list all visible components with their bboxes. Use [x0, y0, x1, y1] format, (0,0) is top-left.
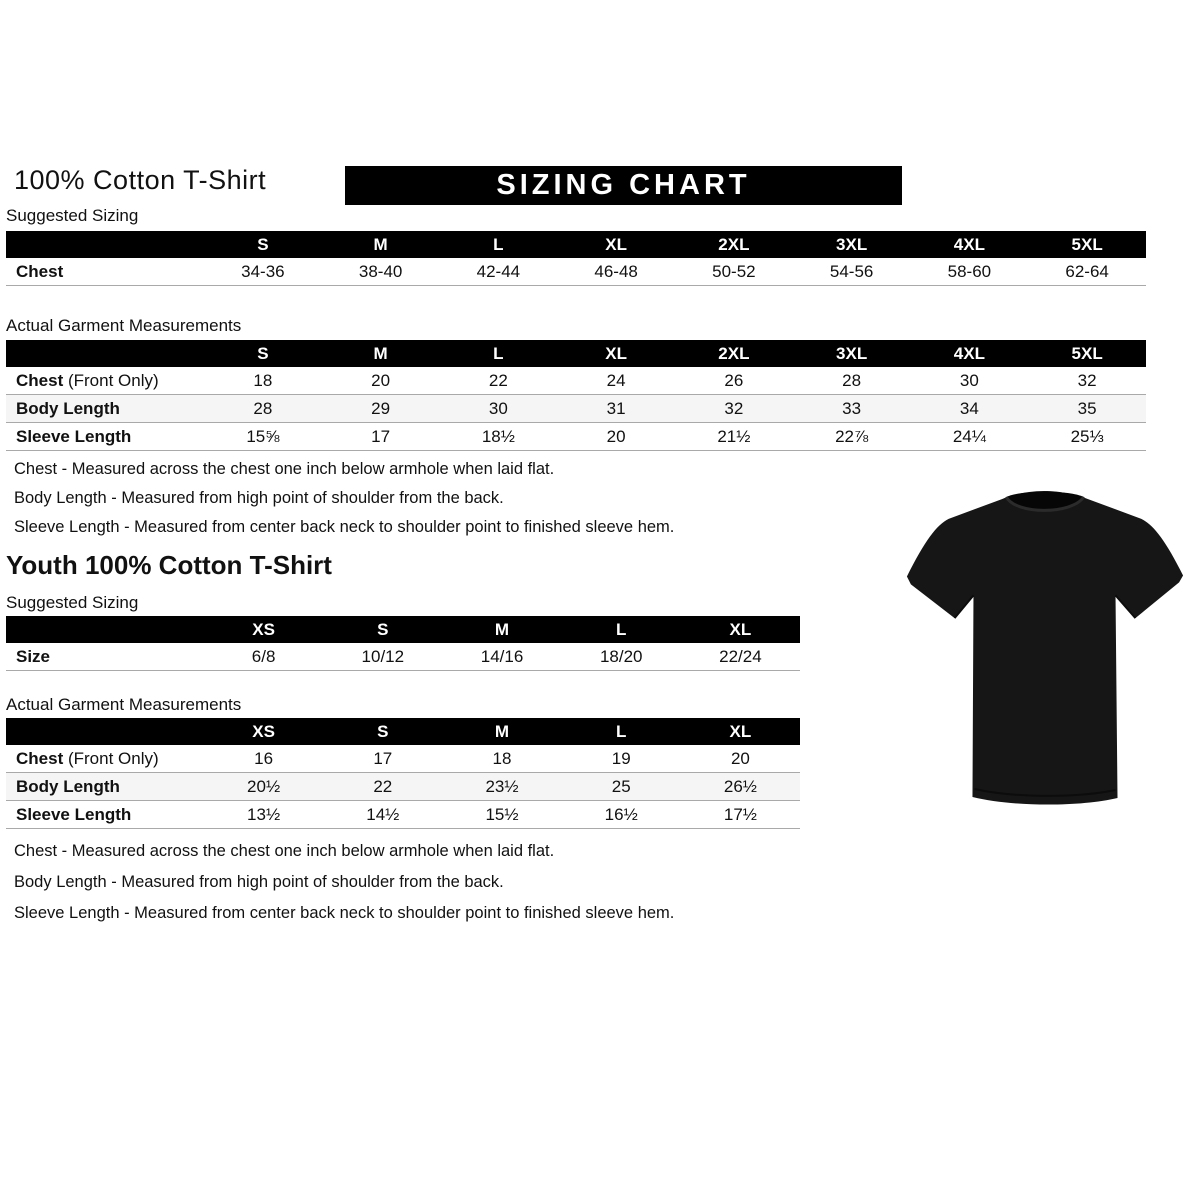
size-header: XS — [252, 619, 275, 639]
adult-measurement-notes — [14, 460, 674, 547]
table-cell: 14½ — [366, 804, 400, 824]
table-cell: 62-64 — [1065, 261, 1109, 281]
adult-actual-measurements-label: Actual Garment Measurements — [6, 316, 242, 335]
table-cell: 29 — [371, 398, 391, 418]
note-body-length: Body Length - Measured from high point of shoulder from the back. — [14, 489, 504, 507]
table-header-row — [6, 616, 800, 643]
table-cell: 25⅓ — [1070, 426, 1104, 446]
row-label — [6, 749, 204, 769]
size-header: 4XL — [953, 343, 985, 363]
size-header: L — [493, 343, 504, 363]
youth-suggested-sizing-label: Suggested Sizing — [6, 593, 139, 612]
row-label: Chest — [16, 261, 64, 281]
note-body-length: Body Length - Measured from high point of shoulder from the back. — [14, 873, 504, 891]
size-header: L — [616, 721, 627, 741]
table-row — [6, 643, 800, 671]
table-header-row — [6, 718, 800, 745]
table-cell: 23½ — [485, 776, 519, 796]
table-row — [6, 745, 800, 773]
table-cell: 25 — [611, 776, 631, 796]
table-cell: 22⅞ — [835, 426, 869, 446]
table-cell: 18½ — [481, 426, 515, 446]
table-cell: 34 — [959, 398, 979, 418]
size-header: XL — [729, 721, 752, 741]
table-cell: 24¼ — [952, 426, 986, 446]
row-label — [6, 371, 204, 391]
table-cell: 32 — [1077, 370, 1097, 390]
table-cell: 31 — [606, 398, 626, 418]
row-label-main: Chest — [16, 748, 64, 768]
note-chest: Chest - Measured across the chest one inch below armhole when laid flat. — [14, 842, 555, 860]
table-cell: 42-44 — [476, 261, 521, 281]
table-cell: 26 — [724, 370, 744, 390]
table-cell: 28 — [842, 370, 862, 390]
table-cell: 17 — [373, 748, 393, 768]
table-cell: 35 — [1077, 398, 1097, 418]
table-cell: 10/12 — [361, 646, 405, 666]
table-cell: 17 — [371, 426, 391, 446]
table-cell: 28 — [253, 398, 273, 418]
table-cell: 20 — [371, 370, 391, 390]
table-cell: 13½ — [247, 804, 281, 824]
table-cell: 15½ — [485, 804, 519, 824]
table-cell: 50-52 — [712, 261, 756, 281]
table-row — [6, 367, 1146, 395]
table-cell: 15⅝ — [246, 426, 280, 446]
page-title: 100% Cotton T-Shirt — [14, 165, 267, 195]
size-header: 2XL — [718, 343, 750, 363]
table-cell: 32 — [724, 398, 744, 418]
size-header: M — [373, 343, 388, 363]
table-header-row — [6, 231, 1146, 258]
table-cell: 22/24 — [719, 646, 762, 666]
youth-actual-measurements-label: Actual Garment Measurements — [6, 695, 242, 714]
row-label: Sleeve Length — [16, 426, 132, 446]
table-cell: 17½ — [723, 804, 757, 824]
table-row — [6, 395, 1146, 423]
youth-actual-measurements-table — [6, 718, 800, 829]
adult-actual-measurements-table — [6, 340, 1146, 451]
size-header: 5XL — [1071, 234, 1103, 254]
table-row — [6, 423, 1146, 451]
table-cell: 46-48 — [594, 261, 638, 281]
table-row — [6, 801, 800, 829]
table-cell: 20 — [606, 426, 626, 446]
table-cell: 22 — [488, 370, 508, 390]
table-cell: 16 — [254, 748, 274, 768]
youth-section-title: Youth 100% Cotton T-Shirt — [6, 550, 332, 580]
size-header: S — [257, 343, 269, 363]
youth-suggested-sizing-table — [6, 616, 800, 671]
size-header: XL — [605, 343, 627, 363]
size-header: S — [257, 234, 269, 254]
row-label: Size — [16, 646, 51, 666]
table-cell: 54-56 — [829, 261, 874, 281]
table-cell: 30 — [959, 370, 979, 390]
row-label-suffix: (Front Only) — [63, 748, 159, 768]
table-cell: 18 — [253, 370, 273, 390]
table-cell: 33 — [842, 398, 862, 418]
note-sleeve-length: Sleeve Length - Measured from center back neck to shoulder point to finished sleeve hem. — [14, 518, 675, 536]
table-cell: 26½ — [723, 776, 757, 796]
table-cell: 22 — [373, 776, 393, 796]
size-header: M — [494, 619, 510, 639]
size-header: M — [373, 234, 388, 254]
table-cell: 58-60 — [947, 261, 992, 281]
size-header: M — [494, 721, 510, 741]
note-chest: Chest - Measured across the chest one inch below armhole when laid flat. — [14, 460, 555, 478]
size-header: XS — [252, 721, 275, 741]
table-row — [6, 258, 1146, 286]
note-sleeve-length: Sleeve Length - Measured from center back neck to shoulder point to finished sleeve hem. — [14, 904, 675, 922]
table-cell: 21½ — [717, 426, 751, 446]
row-label: Body Length — [16, 776, 120, 796]
table-cell: 20½ — [247, 776, 281, 796]
adult-suggested-sizing-label: Suggested Sizing — [6, 206, 139, 225]
size-header: 5XL — [1071, 343, 1103, 363]
table-cell: 18/20 — [599, 646, 643, 666]
sizing-chart-banner — [345, 166, 902, 205]
row-label: Sleeve Length — [16, 804, 132, 824]
table-cell: 20 — [730, 748, 750, 768]
row-label-suffix: (Front Only) — [63, 370, 159, 390]
size-header: XL — [729, 619, 752, 639]
table-cell: 18 — [492, 748, 512, 768]
table-cell: 19 — [611, 748, 631, 768]
size-header: S — [377, 721, 389, 741]
tshirt-graphic — [895, 466, 1193, 818]
youth-measurement-notes — [14, 842, 674, 935]
table-cell: 16½ — [604, 804, 638, 824]
size-header: 4XL — [953, 234, 985, 254]
table-row — [6, 773, 800, 801]
size-header: S — [377, 619, 389, 639]
size-header: 3XL — [836, 343, 868, 363]
size-header: 2XL — [718, 234, 750, 254]
row-label-main: Chest — [16, 370, 64, 390]
table-header-row — [6, 340, 1146, 367]
size-header: L — [493, 234, 504, 254]
adult-suggested-sizing-table — [6, 231, 1146, 286]
row-label: Body Length — [16, 398, 120, 418]
table-cell: 30 — [488, 398, 508, 418]
sizing-chart-banner-text: SIZING CHART — [496, 169, 751, 201]
size-header: XL — [605, 234, 627, 254]
table-cell: 14/16 — [480, 646, 524, 666]
size-header: 3XL — [836, 234, 868, 254]
table-cell: 34-36 — [241, 261, 285, 281]
table-cell: 24 — [606, 370, 626, 390]
tshirt-image — [895, 466, 1193, 818]
table-cell: 38-40 — [358, 261, 403, 281]
size-header: L — [616, 619, 627, 639]
table-cell: 6/8 — [251, 646, 276, 666]
